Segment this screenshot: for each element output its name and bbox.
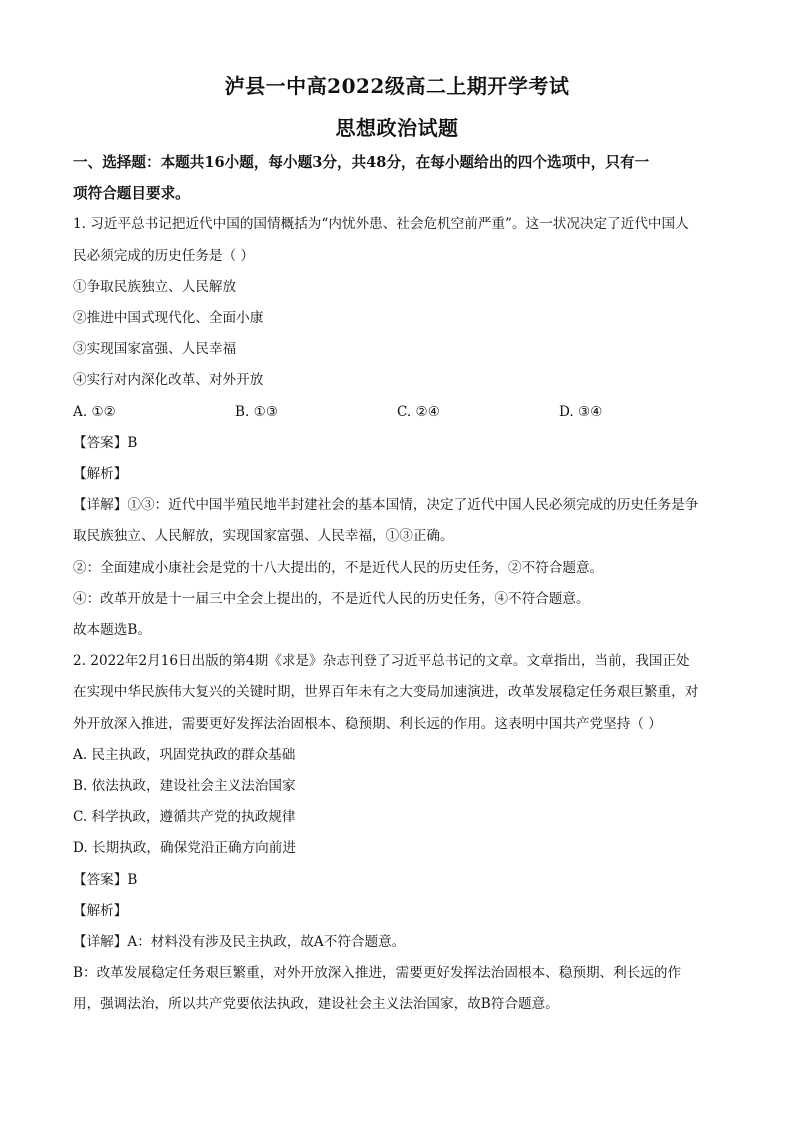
q1-item: ②推进中国式现代化、全面小康 — [73, 310, 264, 327]
q1-analysis-label: 【解析】 — [73, 466, 128, 483]
q1-option-d: D. ③④ — [559, 403, 603, 420]
q2-detail-line2: B：改革发展稳定任务艰巨繁重，对外开放深入推进，需要更好发挥法治固根本、稳预期、利长远的作 — [73, 965, 682, 982]
q1-conclusion: 故本题选B。 — [73, 622, 151, 639]
section-heading-line1: 一、选择题：本题共16小题，每小题3分，共48分，在每小题给出的四个选项中，只有一 — [73, 154, 650, 171]
exam-title: 泸县一中高2022级高二上期开学考试 — [224, 74, 570, 98]
q2-stem-line3: 外开放深入推进，需要更好发挥法治固根本、稳预期、利长远的作用。这表明中国共产党坚持（ ） — [73, 715, 662, 732]
q2-stem-line2: 在实现中华民族伟大复兴的关键时期，世界百年未有之大变局加速演进，改革发展稳定任务艰巨繁重，对 — [73, 684, 699, 701]
q2-detail-line3: 用，强调法治，所以共产党要依法执政，建设社会主义法治国家，故B符合题意。 — [73, 996, 559, 1013]
q2-option-c: C. 科学执政，遵循共产党的执政规律 — [73, 809, 296, 826]
q1-detail-line1: 【详解】①③：近代中国半殖民地半封建社会的基本国情，决定了近代中国人民必须完成的历史任务是争 — [73, 497, 699, 514]
q1-option-b: B. ①③ — [235, 403, 279, 420]
q2-answer: 【答案】B — [73, 871, 138, 888]
q1-item: ③实现国家富强、人民幸福 — [73, 341, 237, 358]
q2-option-a: A. 民主执政，巩固党执政的群众基础 — [73, 746, 296, 763]
q1-item: ④实行对内深化改革、对外开放 — [73, 372, 264, 389]
q1-stem-line1: 1. 习近平总书记把近代中国的国情概括为“内忧外患、社会危机空前严重”。这一状况决定了近代中国人 — [73, 216, 689, 233]
exam-body — [73, 147, 721, 1021]
q1-detail-line3: ②：全面建成小康社会是党的十八大提出的，不是近代人民的历史任务，②不符合题意。 — [73, 559, 604, 576]
exam-subtitle: 思想政治试题 — [335, 116, 459, 140]
q1-detail-line4: ④：改革开放是十一届三中全会上提出的，不是近代人民的历史任务，④不符合题意。 — [73, 590, 590, 607]
q2-option-b: B. 依法执政，建设社会主义法治国家 — [73, 778, 296, 795]
q1-stem-line2: 民必须完成的历史任务是（ ） — [73, 247, 255, 264]
section-heading-line2: 项符合题目要求。 — [73, 185, 190, 203]
q2-detail-line1: 【详解】A：材料没有涉及民主执政，故A不符合题意。 — [73, 934, 406, 951]
q2-option-d: D. 长期执政，确保党沿正确方向前进 — [73, 840, 296, 857]
q1-option-a: A. ①② — [73, 403, 116, 420]
q1-detail-line2: 取民族独立、人民解放，实现国家富强、人民幸福，①③正确。 — [73, 528, 454, 545]
q1-option-c: C. ②④ — [397, 403, 440, 420]
q1-answer: 【答案】B — [73, 434, 138, 451]
q1-item: ①争取民族独立、人民解放 — [73, 278, 237, 295]
q1-options — [73, 397, 721, 428]
q2-analysis-label: 【解析】 — [73, 902, 128, 919]
q2-stem-line1: 2. 2022年2月16日出版的第4期《求是》杂志刊登了习近平总书记的文章。文章指出，当前，我国正处 — [73, 653, 690, 670]
